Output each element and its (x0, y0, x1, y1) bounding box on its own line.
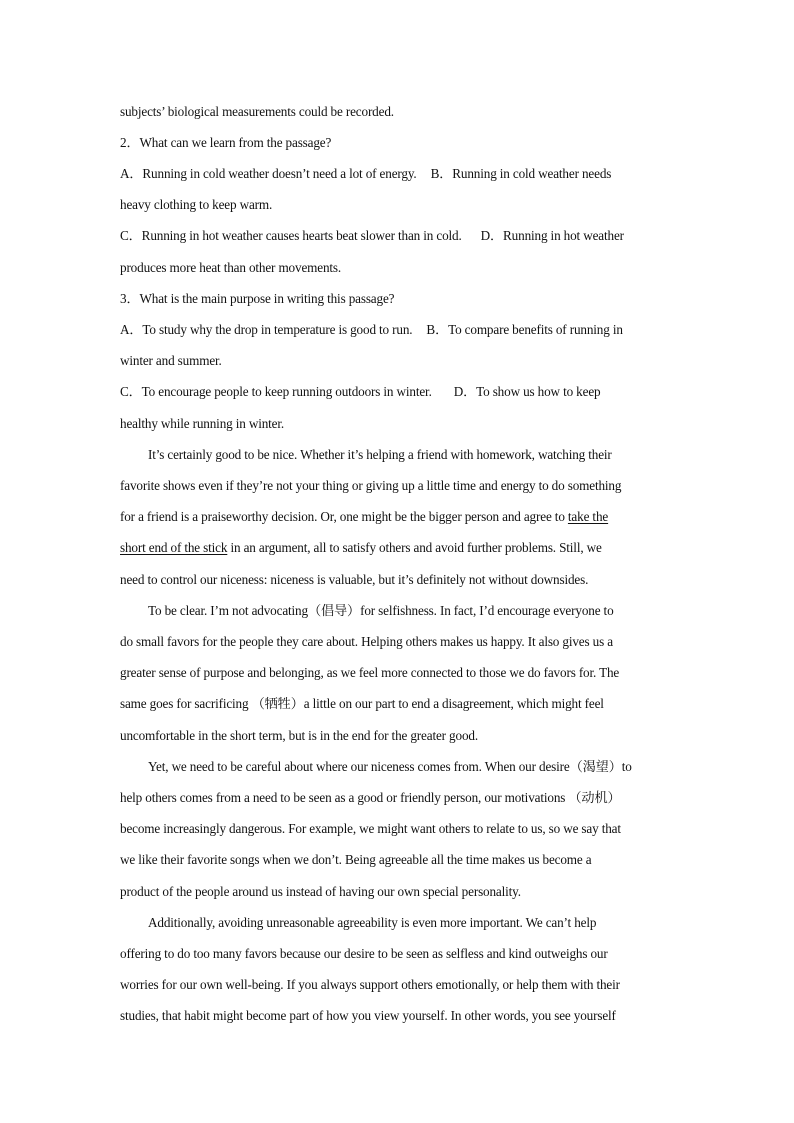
question-2-options-row-1 (120, 165, 675, 183)
question-3-options-row-1 (120, 321, 675, 339)
paragraph-4-line-1: Additionally, avoiding unreasonable agreeability is even more important. We can’t help (148, 915, 597, 930)
paragraph-1-line-3-text: for a friend is a praiseworthy decision. Or, one might be the bigger person and agree to (120, 509, 565, 524)
paragraph-3-line-4: we like their favorite songs when we don’t. Being agreeable all the time makes us become a (120, 852, 592, 867)
question-3-options-row-2 (120, 383, 675, 401)
paragraph-2-line-2: do small favors for the people they care about. Helping others makes us happy. It also gives us a (120, 634, 613, 649)
paragraph-1-line-2: favorite shows even if they’re not your thing or giving up a little time and energy to do something (120, 478, 622, 493)
question-2-stem: 2．What can we learn from the passage? (120, 135, 332, 150)
option-3d-end: healthy while running in winter. (120, 416, 285, 431)
paragraph-4-line-2: offering to do too many favors because our desire to be seen as selfless and kind outweighs our (120, 946, 608, 961)
option-3b-end: winter and summer. (120, 353, 222, 368)
paragraph-1-line-3 (120, 508, 675, 526)
paragraph-2-line-3: greater sense of purpose and belonging, as we feel more connected to those we do favors for. The (120, 665, 620, 680)
paragraph-1-line-1: It’s certainly good to be nice. Whether it’s helping a friend with homework, watching their (148, 447, 612, 462)
option-3c: C．To encourage people to keep running outdoors in winter. (120, 384, 432, 399)
paragraph-4-line-3: worries for our own well-being. If you always support others emotionally, or help them with their (120, 977, 620, 992)
paragraph-3-line-1: Yet, we need to be careful about where our niceness comes from. When our desire（渴望）to (148, 759, 632, 774)
paragraph-1-line-5: need to control our niceness: niceness is valuable, but it’s definitely not without downsides. (120, 572, 589, 587)
paragraph-2-line-1: To be clear. I’m not advocating（倡导）for selfishness. In fact, I’d encourage everyone to (148, 603, 614, 618)
option-2d-start: D．Running in hot weather (480, 228, 624, 243)
paragraph-2-line-4: same goes for sacrificing （牺牲）a little on our part to end a disagreement, which might feel (120, 696, 604, 711)
option-2c: C．Running in hot weather causes hearts beat slower than in cold. (120, 228, 462, 243)
paragraph-1-line-4-text: in an argument, all to satisfy others and avoid further problems. Still, we (230, 540, 602, 555)
paragraph-3-line-3: become increasingly dangerous. For example, we might want others to relate to us, so we say that (120, 821, 621, 836)
paragraph-3-line-2: help others comes from a need to be seen as a good or friendly person, our motivations （动机） (120, 790, 621, 805)
option-2d-end: produces more heat than other movements. (120, 260, 342, 275)
question-2-options-row-2 (120, 227, 675, 245)
paragraph-1-line-4 (120, 539, 675, 557)
question-3-stem: 3．What is the main purpose in writing this passage? (120, 291, 395, 306)
paragraph-2-line-5: uncomfortable in the short term, but is in the end for the greater good. (120, 728, 478, 743)
option-2b-end: heavy clothing to keep warm. (120, 197, 273, 212)
option-3d-start: D．To show us how to keep (453, 384, 601, 399)
option-2a: A．Running in cold weather doesn’t need a lot of energy. (120, 166, 417, 181)
option-3a: A．To study why the drop in temperature is good to run. (120, 322, 413, 337)
option-3b-start: B．To compare benefits of running in (426, 322, 623, 337)
option-2b-start: B．Running in cold weather needs (430, 166, 612, 181)
paragraph-3-line-5: product of the people around us instead of having our own special personality. (120, 884, 521, 899)
paragraph-4-line-4: studies, that habit might become part of how you view yourself. In other words, you see yourself (120, 1008, 616, 1023)
underlined-phrase-part-1: take the (567, 509, 609, 524)
question-1-tail: subjects’ biological measurements could be recorded. (120, 104, 394, 119)
underlined-phrase-part-2: short end of the stick (120, 540, 228, 555)
